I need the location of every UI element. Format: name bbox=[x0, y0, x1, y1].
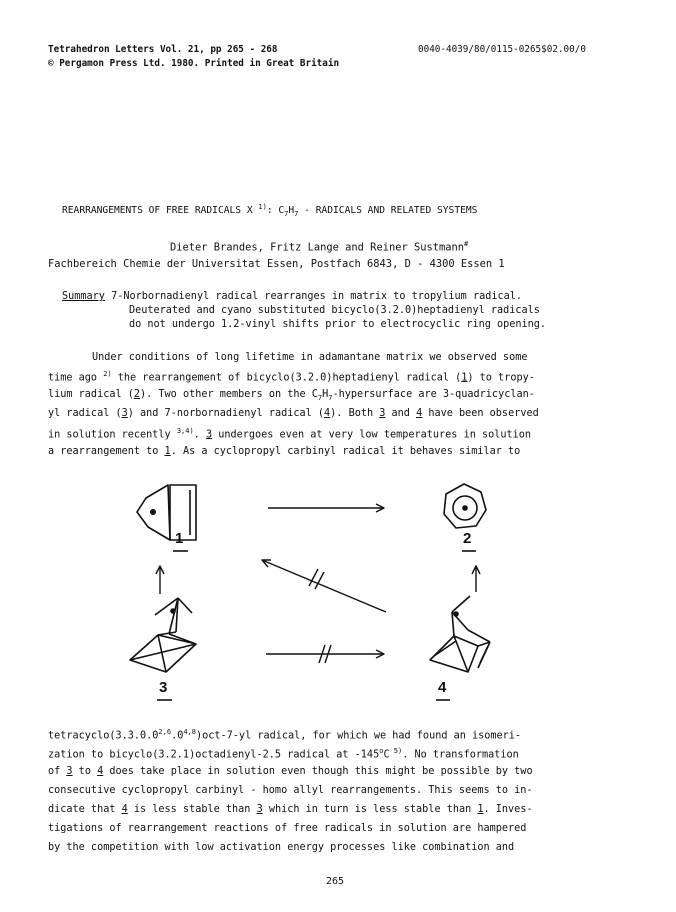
compound-2-structure bbox=[444, 484, 486, 528]
para2-line: consecutive cyclopropyl carbinyl - homo allyl rearrangements. This seems to in- bbox=[48, 785, 533, 796]
publisher-line: © Pergamon Press Ltd. 1980. Printed in Great Britain bbox=[48, 58, 340, 69]
compound-1-structure bbox=[137, 485, 196, 540]
article-code: 0040-4039/80/0115-0265$02.00/0 bbox=[418, 44, 586, 55]
blocked-arrow-3-to-4 bbox=[266, 645, 384, 663]
para1-line: a rearrangement to 1. As a cyclopropyl carbinyl radical it behaves similar to bbox=[48, 446, 521, 457]
summary-label: Summary bbox=[62, 291, 105, 302]
compound-label-2: 2 bbox=[463, 530, 472, 547]
summary-block: Summary 7-Norbornadienyl radical rearranges in matrix to tropylium radical. bbox=[62, 291, 523, 302]
para1-line: yl radical (3) and 7-norbornadienyl radical (4). Both 3 and 4 have been observed bbox=[48, 408, 539, 419]
affiliation: Fachbereich Chemie der Universitat Essen, Postfach 6843, D - 4300 Essen 1 bbox=[48, 258, 505, 270]
article-title: REARRANGEMENTS OF FREE RADICALS X $^{1)}$: $C_7H_7$ - RADICALS AND RELATED SYSTEMS bbox=[62, 203, 478, 219]
arrow-3-to-1 bbox=[156, 566, 164, 594]
compound-4-structure bbox=[430, 596, 490, 672]
page-number: 265 bbox=[326, 876, 345, 887]
compound-label-4: 4 bbox=[438, 679, 447, 696]
arrow-4-to-2 bbox=[472, 566, 480, 592]
authors: Dieter Brandes, Fritz Lange and Reiner Sustmann# bbox=[170, 240, 469, 254]
para2-line: by the competition with low activation energy processes like combination and bbox=[48, 842, 515, 853]
summary-line-2: Deuterated and cyano substituted bicyclo(3.2.0)heptadienyl radicals bbox=[129, 305, 540, 316]
para2-line: tigations of rearrangement reactions of free radicals in solution are hampered bbox=[48, 823, 527, 834]
para2-line: tetracyclo(3.3.0.0$^{2,6}$.0$^{4,8}$)oct-7-yl radical, for which we had found an isomeri- bbox=[48, 728, 522, 742]
para2-line: dicate that 4 is less stable than 3 which in turn is less stable than 1. Inves- bbox=[48, 804, 533, 815]
para1-line: in solution recently $^{3,4)}$. 3 undergoes even at very low temperatures in solution bbox=[48, 427, 532, 441]
compound-label-3: 3 bbox=[159, 679, 168, 696]
compound-label-1: 1 bbox=[175, 530, 184, 547]
summary-line-3: do not undergo 1.2-vinyl shifts prior to electrocyclic ring opening. bbox=[129, 319, 547, 330]
para2-line: of 3 to 4 does take place in solution even though this might be possible by two bbox=[48, 766, 533, 777]
journal-citation: Tetrahedron Letters Vol. 21, pp 265 - 268 bbox=[48, 44, 278, 55]
para1-line: Under conditions of long lifetime in adamantane matrix we observed some bbox=[92, 352, 528, 363]
arrow-1-to-2 bbox=[268, 504, 384, 512]
para2-line: zation to bicyclo(3.2.1)octadienyl-2.5 radical at -145$^o$C $^{5)}$. No transformation bbox=[48, 747, 519, 761]
para1-line: lium radical (2). Two other members on the $C_7H_7$-hypersurface are 3-quadricyclan- bbox=[48, 389, 535, 403]
compound-3-structure bbox=[130, 598, 196, 672]
blocked-arrow-4-to-1 bbox=[262, 560, 386, 612]
para1-line: time ago $^{2)}$ the rearrangement of bicyclo(3.2.0)heptadienyl radical (1) to tropy- bbox=[48, 370, 535, 384]
